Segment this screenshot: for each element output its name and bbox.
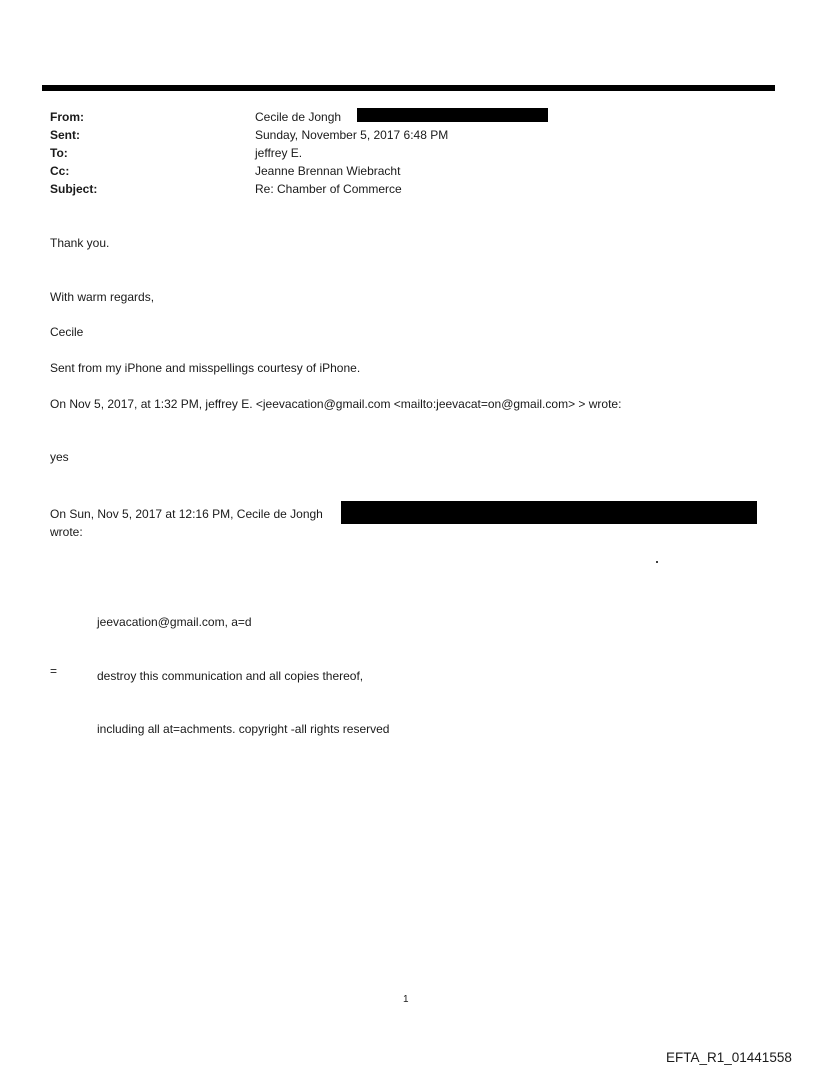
disclaimer-line-2: destroy this communication and all copies thereof, — [97, 668, 364, 683]
header-top-rule — [42, 85, 775, 91]
disclaimer-line-3: including all at=achments. copyright -all rights reserved — [97, 722, 390, 736]
subject-value: Re: Chamber of Commerce — [255, 182, 402, 196]
disclaimer-line-1: jeevacation@gmail.com, a=d — [97, 615, 252, 629]
from-label: From: — [50, 110, 84, 124]
trailing-equals-mark: = — [50, 664, 58, 678]
cc-value: Jeanne Brennan Wiebracht — [255, 164, 401, 178]
sent-label: Sent: — [50, 128, 80, 142]
quoted-attribution-2-cont: wrote: — [50, 525, 83, 539]
mobile-signature: Sent from my iPhone and misspellings courtesy of iPhone. — [50, 361, 361, 375]
from-value: Cecile de Jongh — [255, 110, 345, 124]
sent-value: Sunday, November 5, 2017 6:48 PM — [255, 128, 449, 142]
body-signature: Cecile — [50, 325, 84, 339]
body-closing: With warm regards, — [50, 290, 155, 304]
to-value: jeffrey E. — [255, 146, 303, 160]
from-redaction-bar — [357, 108, 548, 122]
attribution-redaction-bar — [341, 501, 757, 524]
page-number: 1 — [403, 994, 409, 1005]
cc-label: Cc: — [50, 164, 70, 178]
quoted-attribution-2: On Sun, Nov 5, 2017 at 12:16 PM, Cecile de Jongh — [50, 507, 323, 521]
stray-period-mark — [656, 561, 658, 563]
bates-number: EFTA_R1_01441558 — [666, 1050, 792, 1065]
body-acknowledgement: Thank you. — [50, 236, 110, 250]
to-label: To: — [50, 146, 68, 160]
disclaimer-block — [97, 578, 389, 757]
quoted-reply: yes — [50, 450, 69, 464]
quoted-attribution-1: On Nov 5, 2017, at 1:32 PM, jeffrey E. <jeevacation@gmail.com <mailto:jeevacat=on@gmail.com> > wrote: — [50, 397, 622, 411]
subject-label: Subject: — [50, 182, 98, 196]
